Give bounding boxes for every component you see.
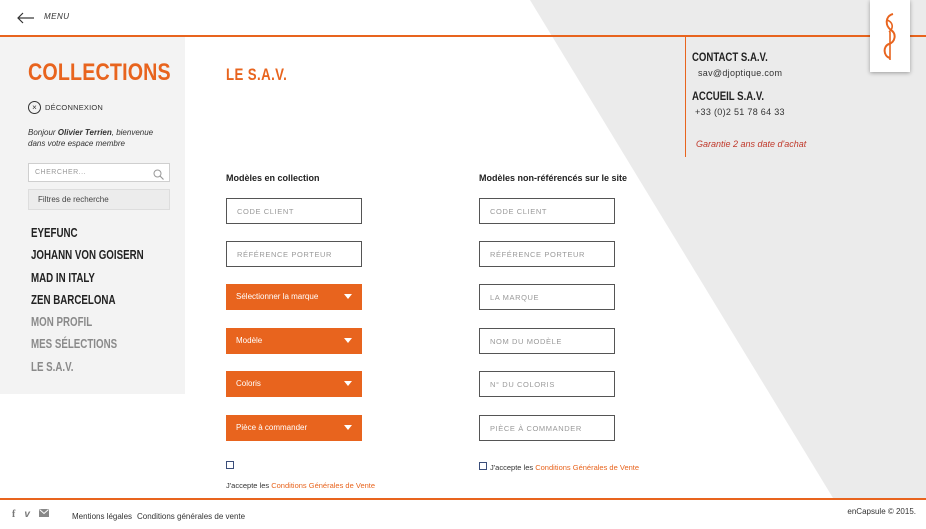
- right-reference-input[interactable]: [480, 242, 614, 266]
- close-circle-icon: ×: [28, 101, 41, 114]
- terms-of-sale-link[interactable]: Conditions générales de vente: [137, 512, 246, 521]
- chevron-down-icon: [344, 425, 352, 430]
- left-terms-link[interactable]: Conditions Générales de Vente: [271, 481, 376, 490]
- sidebar-item-mad-in-italy[interactable]: MAD IN ITALY: [31, 270, 95, 285]
- part-input[interactable]: [480, 416, 614, 440]
- left-code-client-field: [226, 198, 362, 224]
- left-reference-field: [226, 241, 362, 267]
- sidebar-item-eyefunc[interactable]: EYEFUNC: [31, 226, 78, 240]
- menu-back-button[interactable]: [17, 12, 35, 24]
- left-code-client-input[interactable]: [227, 199, 361, 223]
- chevron-down-icon: [344, 294, 352, 299]
- user-name: Olivier Terrien: [57, 128, 112, 137]
- search-input[interactable]: [29, 164, 149, 181]
- left-terms-checkbox[interactable]: [226, 461, 234, 469]
- color-select[interactable]: [226, 371, 362, 397]
- logo-icon: [879, 10, 901, 62]
- brand-input[interactable]: [480, 285, 614, 309]
- brand-field: [479, 284, 615, 310]
- contact-block: [692, 50, 787, 117]
- part-select-label: Pièce à commander: [236, 423, 308, 432]
- part-select[interactable]: [226, 415, 362, 441]
- model-select[interactable]: [226, 328, 362, 354]
- logout-button[interactable]: [28, 101, 103, 114]
- guarantee-note: Garantie 2 ans date d'achat: [696, 139, 807, 149]
- sidebar-nav: [31, 226, 175, 382]
- right-terms-checkbox[interactable]: [479, 462, 487, 470]
- top-bar: [0, 0, 926, 36]
- sidebar-title: COLLECTIONS: [28, 59, 171, 86]
- brand-select-label: Sélectionner la marque: [236, 292, 319, 301]
- left-reference-input[interactable]: [227, 242, 361, 266]
- model-name-input[interactable]: [480, 329, 614, 353]
- left-terms-text: [226, 481, 375, 490]
- search-filters-button[interactable]: Filtres de recherche: [28, 189, 170, 210]
- sidebar-item-zen-barcelona[interactable]: ZEN BARCELONA: [31, 292, 116, 307]
- menu-label[interactable]: MENU: [44, 12, 70, 21]
- legal-notice-link[interactable]: Mentions légales: [72, 512, 133, 521]
- sidebar-item-johann-von-goisern[interactable]: JOHANN VON GOISERN: [31, 248, 144, 263]
- right-terms-prefix: J'accepte les: [490, 463, 536, 472]
- reception-heading: ACCUEIL S.A.V.: [692, 89, 765, 103]
- sidebar-item-mon-profil[interactable]: MON PROFIL: [31, 315, 93, 330]
- chevron-down-icon: [344, 338, 352, 343]
- contact-divider: [685, 37, 686, 157]
- search-icon[interactable]: [153, 167, 164, 185]
- brand-logo[interactable]: [870, 0, 910, 72]
- contact-heading: CONTACT S.A.V.: [692, 50, 768, 64]
- welcome-suffix: , bienvenue dans votre espace membre: [28, 128, 154, 148]
- right-form-column: [479, 173, 679, 483]
- right-code-client-input[interactable]: [480, 199, 614, 223]
- search-box: [28, 163, 170, 182]
- brand-select[interactable]: [226, 284, 362, 310]
- mail-icon[interactable]: [39, 509, 49, 520]
- right-reference-field: [479, 241, 615, 267]
- left-terms-prefix: J'accepte les: [226, 481, 272, 490]
- right-terms-link[interactable]: Conditions Générales de Vente: [535, 463, 640, 472]
- left-form-column: [226, 173, 466, 498]
- part-field: [479, 415, 615, 441]
- color-number-field: [479, 371, 615, 397]
- contact-email[interactable]: sav@djoptique.com: [698, 68, 783, 78]
- sidebar-item-mes-selections[interactable]: MES SÉLECTIONS: [31, 337, 118, 352]
- model-name-field: [479, 328, 615, 354]
- facebook-icon[interactable]: f: [12, 508, 16, 520]
- sidebar-item-le-sav[interactable]: LE S.A.V.: [31, 359, 74, 374]
- color-select-label: Coloris: [236, 379, 261, 388]
- chevron-down-icon: [344, 381, 352, 386]
- logout-label: DÉCONNEXION: [45, 103, 104, 112]
- arrow-left-icon: [17, 12, 35, 24]
- contact-phone: +33 (0)2 51 78 64 33: [695, 107, 785, 117]
- welcome-prefix: Bonjour: [28, 128, 58, 137]
- welcome-message: [28, 127, 168, 149]
- social-links: [12, 509, 49, 520]
- right-terms-text: [490, 463, 639, 472]
- color-number-input[interactable]: [480, 372, 614, 396]
- right-column-title: Modèles non-référencés sur le site: [479, 173, 628, 183]
- model-select-label: Modèle: [236, 336, 263, 345]
- copyright: enCapsule © 2015.: [847, 507, 916, 516]
- sidebar: [0, 37, 185, 394]
- vimeo-icon[interactable]: v: [24, 508, 30, 520]
- page-title: LE S.A.V.: [226, 65, 288, 84]
- footer: [0, 500, 926, 529]
- right-code-client-field: [479, 198, 615, 224]
- left-column-title: Modèles en collection: [226, 173, 320, 183]
